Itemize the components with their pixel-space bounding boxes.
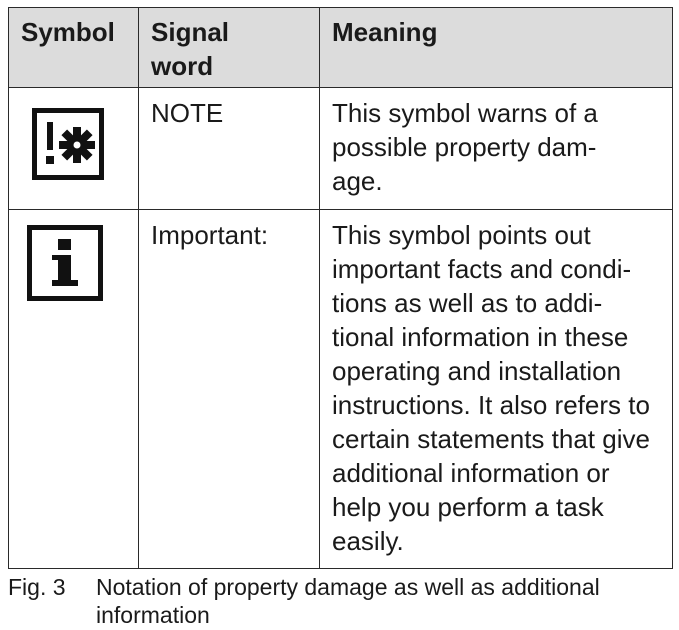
meaning-text: This symbol points out important facts and condi-tions as well as to addi-tional information in these operating and installation instructions. It also refers to certain statements that give additional information or help you perform a task easily. <box>332 220 650 556</box>
figure-label: Fig. 3 <box>8 574 66 600</box>
meaning-cell <box>320 88 673 210</box>
figure-caption-text: Notation of property damage as well as additional information <box>96 574 600 628</box>
symbol-legend-table <box>8 7 673 569</box>
signal-word-cell: Important: <box>139 210 320 569</box>
symbol-cell <box>9 210 139 569</box>
header-symbol: Symbol <box>9 8 139 88</box>
header-signal-word <box>139 8 320 88</box>
property-damage-icon <box>32 108 104 180</box>
signal-word-cell: NOTE <box>139 88 320 210</box>
table-row <box>9 210 673 569</box>
header-meaning: Meaning <box>320 8 673 88</box>
meaning-text: This symbol warns of a possible property dam-age. <box>332 98 598 196</box>
information-icon <box>27 225 103 301</box>
symbol-cell <box>9 88 139 210</box>
header-signal-word-text: Signal word <box>151 17 230 81</box>
table-header-row <box>9 8 673 88</box>
meaning-cell <box>320 210 673 569</box>
table-row <box>9 88 673 210</box>
